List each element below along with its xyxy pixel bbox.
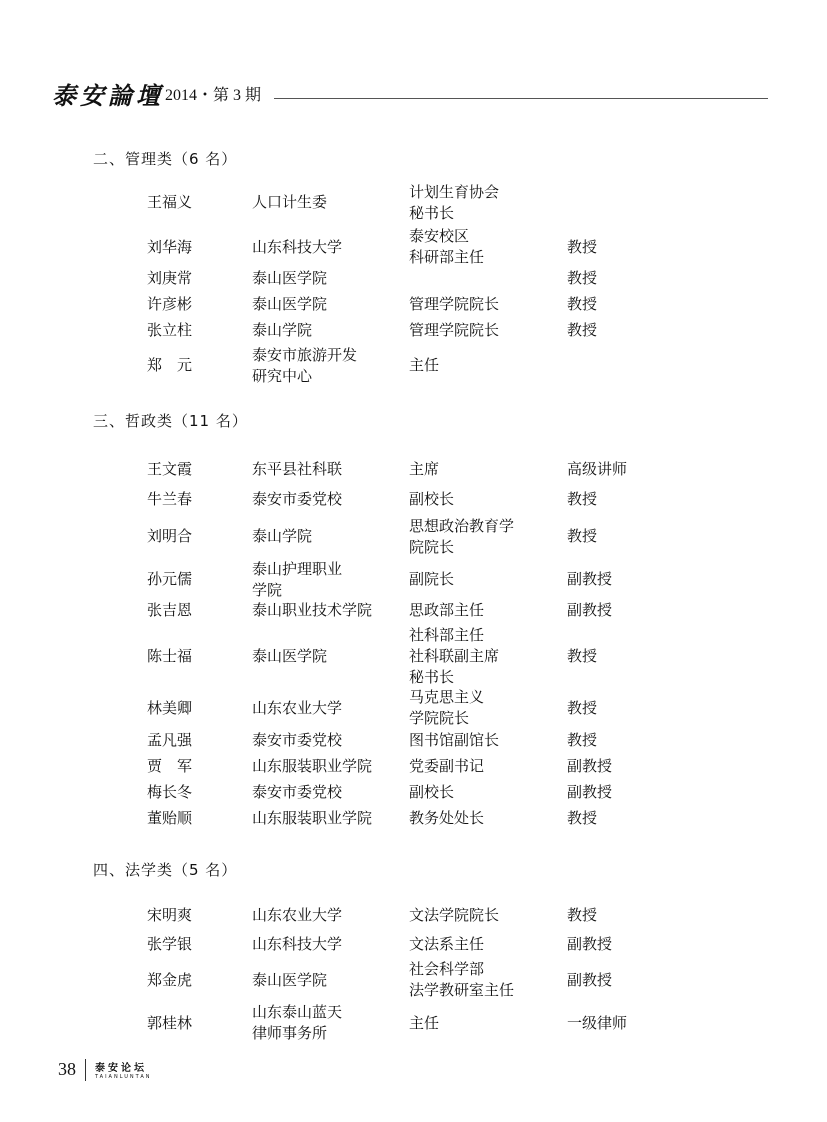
member-title-line: 副教授 [567, 782, 613, 801]
member-unit-line: 山东科技大学 [252, 237, 343, 256]
member-position [409, 688, 484, 728]
member-title-line: 副教授 [567, 570, 613, 588]
member-unit-line: 山东服装职业学院 [252, 756, 373, 775]
member-name-line: 王文霞 [147, 459, 193, 478]
member-name [147, 320, 192, 340]
member-name [147, 808, 192, 828]
member-name [147, 904, 192, 926]
member-row [0, 458, 827, 480]
member-name-line: 郑 元 [147, 356, 193, 374]
member-unit [252, 904, 342, 926]
member-row [0, 320, 827, 340]
footer-journal-name-en: TAIANLUNTAN [95, 1074, 152, 1080]
member-row [0, 688, 827, 728]
member-row [0, 345, 827, 386]
member-row [0, 1002, 827, 1044]
member-name-line: 董贻顺 [147, 808, 193, 827]
member-title [567, 224, 597, 270]
member-unit [252, 756, 372, 776]
member-name-line: 王福义 [147, 193, 193, 211]
member-position-line: 法学教研室主任 [409, 981, 515, 999]
member-unit [252, 782, 342, 802]
member-name-line: 梅长冬 [147, 782, 193, 801]
member-name [147, 268, 192, 288]
member-name-line: 宋明爽 [147, 905, 193, 924]
member-unit-line: 学院 [252, 580, 283, 599]
member-unit [252, 320, 312, 340]
header-rule [274, 98, 768, 99]
member-title-line: 教授 [567, 489, 598, 508]
section-heading: 二、管理类（6 名） [93, 150, 238, 168]
member-row [0, 558, 827, 601]
member-position-line: 院院长 [409, 537, 455, 556]
member-position [409, 1002, 439, 1044]
member-position-line: 主任 [409, 1013, 440, 1032]
member-name [147, 224, 192, 270]
member-row [0, 180, 827, 225]
member-name [147, 959, 192, 1001]
member-name [147, 345, 192, 386]
member-unit [252, 688, 342, 728]
member-title-line: 教授 [567, 730, 598, 749]
member-unit [252, 345, 357, 386]
member-unit-line: 山东服装职业学院 [252, 808, 373, 827]
member-position-line: 秘书长 [409, 668, 455, 686]
member-unit [252, 294, 327, 314]
member-title [567, 782, 612, 802]
member-unit-line: 研究中心 [252, 366, 313, 385]
member-unit-line: 泰山医学院 [252, 647, 328, 665]
member-name-line: 郑金虎 [147, 970, 193, 989]
member-position [409, 489, 454, 509]
member-name [147, 514, 192, 559]
member-unit [252, 268, 327, 288]
member-row [0, 224, 827, 270]
member-name [147, 180, 192, 225]
member-name-line: 张吉恩 [147, 600, 193, 619]
member-name-line: 刘华海 [147, 237, 193, 256]
member-unit-line: 泰安市委党校 [252, 730, 343, 749]
member-name [147, 730, 192, 750]
member-position-line: 社会科学部 [409, 960, 485, 978]
member-name [147, 934, 192, 954]
member-unit-line: 泰安市委党校 [252, 782, 343, 801]
member-position-line: 主任 [409, 356, 440, 374]
member-unit-line: 泰安市委党校 [252, 489, 343, 508]
member-unit-line: 山东泰山蓝天 [252, 1003, 343, 1021]
section-heading: 三、哲政类（11 名） [93, 412, 248, 430]
member-title-line: 教授 [567, 320, 598, 339]
member-title-line: 一级律师 [567, 1013, 628, 1032]
member-position-line: 马克思主义 [409, 688, 485, 706]
member-name [147, 688, 192, 728]
member-row [0, 625, 827, 688]
member-unit-line: 律师事务所 [252, 1024, 328, 1042]
member-unit-line: 人口计生委 [252, 193, 328, 211]
member-row [0, 730, 827, 750]
member-row [0, 489, 827, 509]
member-unit [252, 808, 372, 828]
journal-logo: 泰安論壇 [52, 81, 164, 110]
member-unit [252, 934, 342, 954]
member-title [567, 688, 597, 728]
page-number: 38 [58, 1059, 76, 1079]
member-name-line: 张学银 [147, 934, 193, 953]
member-name [147, 625, 192, 688]
member-position-line: 泰安校区 [409, 227, 470, 245]
member-position-line: 副校长 [409, 489, 455, 508]
member-unit-line: 山东农业大学 [252, 698, 343, 717]
member-name [147, 782, 192, 802]
member-position [409, 934, 484, 954]
member-name [147, 1002, 192, 1044]
member-title [567, 934, 612, 954]
member-unit [252, 558, 342, 601]
member-title-line: 教授 [567, 698, 598, 717]
member-position [409, 320, 499, 340]
member-name-line: 牛兰春 [147, 489, 193, 508]
member-unit [252, 730, 342, 750]
member-row [0, 514, 827, 559]
member-name-line: 孙元儒 [147, 570, 193, 588]
member-unit-line: 东平县社科联 [252, 459, 343, 478]
member-position-line: 秘书长 [409, 203, 455, 222]
member-position-line: 思政部主任 [409, 600, 485, 619]
member-title-line: 副教授 [567, 600, 613, 619]
member-title-line: 高级讲师 [567, 459, 628, 478]
member-title-line: 教授 [567, 808, 598, 827]
member-row [0, 756, 827, 776]
member-title-line: 教授 [567, 237, 598, 256]
member-name-line: 林美卿 [147, 698, 193, 717]
member-position [409, 625, 499, 688]
member-title-line: 教授 [567, 905, 598, 924]
member-position-line: 社科联副主席 [409, 647, 500, 665]
member-position [409, 782, 454, 802]
member-row [0, 294, 827, 314]
member-position [409, 558, 454, 601]
member-title-line: 教授 [567, 647, 598, 665]
member-title [567, 489, 597, 509]
member-unit-line: 山东农业大学 [252, 905, 343, 924]
footer-divider [85, 1059, 86, 1081]
member-title-line: 教授 [567, 294, 598, 313]
member-unit [252, 180, 327, 225]
member-title-line: 教授 [567, 268, 598, 287]
member-position [409, 730, 499, 750]
member-position [409, 756, 484, 776]
member-row [0, 782, 827, 802]
member-position-line: 文法学院院长 [409, 905, 500, 924]
member-name [147, 756, 192, 776]
member-name-line: 张立柱 [147, 320, 193, 339]
member-unit-line: 泰山医学院 [252, 294, 328, 313]
member-title [567, 756, 612, 776]
member-title [567, 294, 597, 314]
member-position [409, 345, 439, 386]
member-position-line: 计划生育协会 [409, 182, 500, 201]
member-name-line: 许彦彬 [147, 294, 193, 313]
member-row [0, 904, 827, 926]
member-unit-line: 泰山学院 [252, 320, 313, 339]
member-position-line: 文法系主任 [409, 934, 485, 953]
member-unit [252, 514, 312, 559]
member-position [409, 224, 484, 270]
member-position [409, 904, 499, 926]
member-title [567, 959, 612, 1001]
issue-label: 2014・第 3 期 [165, 87, 262, 104]
member-unit-line: 山东科技大学 [252, 934, 343, 953]
member-title [567, 808, 597, 828]
section-heading: 四、法学类（5 名） [93, 861, 238, 879]
member-unit-line: 泰山护理职业 [252, 559, 343, 578]
member-name [147, 600, 192, 620]
member-position [409, 959, 514, 1001]
member-unit [252, 600, 372, 620]
member-position-line: 副校长 [409, 782, 455, 801]
member-position-line: 图书馆副馆长 [409, 730, 500, 749]
member-title [567, 558, 612, 601]
member-position-line: 社科部主任 [409, 626, 485, 644]
member-unit [252, 959, 327, 1001]
member-name-line: 刘庚常 [147, 268, 193, 287]
member-title [567, 904, 597, 926]
member-title-line: 副教授 [567, 934, 613, 953]
member-unit [252, 224, 342, 270]
member-position [409, 180, 499, 225]
member-unit [252, 1002, 342, 1044]
member-name-line: 刘明合 [147, 527, 193, 545]
member-row [0, 959, 827, 1001]
member-position-line: 管理学院院长 [409, 320, 500, 339]
member-title [567, 514, 597, 559]
member-title-line: 副教授 [567, 970, 613, 989]
member-unit [252, 489, 342, 509]
member-name-line: 郭桂林 [147, 1013, 193, 1032]
member-position-line: 管理学院院长 [409, 294, 500, 313]
member-title-line: 副教授 [567, 756, 613, 775]
member-title [567, 730, 597, 750]
page-header [52, 78, 768, 110]
member-unit [252, 458, 342, 480]
member-title [567, 1002, 627, 1044]
footer-journal-name: 泰安论坛 [95, 1063, 147, 1074]
member-name-line: 孟凡强 [147, 730, 193, 749]
member-position-line: 副院长 [409, 570, 455, 588]
member-name [147, 489, 192, 509]
member-unit-line: 泰山医学院 [252, 970, 328, 989]
member-position [409, 600, 484, 620]
member-title [567, 268, 597, 288]
member-row [0, 934, 827, 954]
member-name-line: 陈士福 [147, 647, 193, 665]
member-row [0, 600, 827, 620]
member-unit-line: 泰安市旅游开发 [252, 345, 358, 364]
member-row [0, 268, 827, 288]
member-unit-line: 泰山医学院 [252, 268, 328, 287]
member-title [567, 625, 597, 688]
member-name [147, 458, 192, 480]
member-position [409, 294, 499, 314]
member-position-line: 主席 [409, 459, 440, 478]
member-name [147, 294, 192, 314]
member-name-line: 贾 军 [147, 756, 193, 775]
member-title [567, 600, 612, 620]
member-position-line: 思想政治教育学 [409, 516, 515, 535]
member-position [409, 808, 484, 828]
member-title-line: 教授 [567, 527, 598, 545]
member-position [409, 514, 514, 559]
member-unit-line: 泰山学院 [252, 527, 313, 545]
member-name [147, 558, 192, 601]
member-unit [252, 625, 327, 688]
member-position [409, 458, 439, 480]
member-title [567, 320, 597, 340]
member-position-line: 学院院长 [409, 709, 470, 727]
member-row [0, 808, 827, 828]
member-title [567, 458, 627, 480]
member-position-line: 党委副书记 [409, 756, 485, 775]
member-position-line: 教务处处长 [409, 808, 485, 827]
member-unit-line: 泰山职业技术学院 [252, 600, 373, 619]
member-position-line: 科研部主任 [409, 248, 485, 266]
